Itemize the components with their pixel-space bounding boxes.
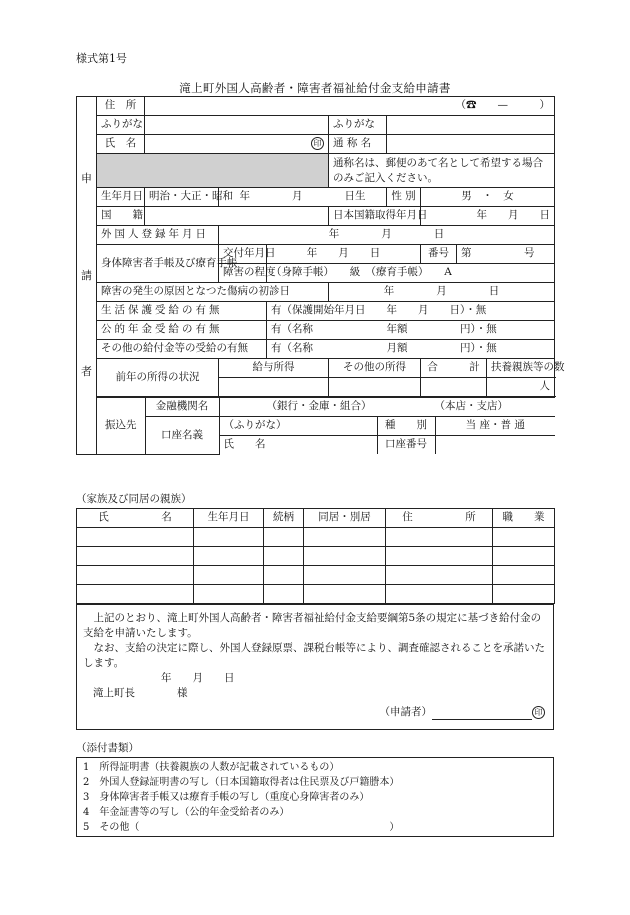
transfer-table	[97, 397, 555, 455]
income-header-total: 合 計	[421, 359, 487, 378]
family-caption: （家族及び同居の親族）	[76, 493, 192, 505]
sex-label: 性 別	[387, 188, 421, 207]
dependents-unit: 人	[539, 380, 550, 393]
degree-label: 障害の程度	[219, 264, 267, 283]
income-salary-field[interactable]	[219, 378, 329, 397]
bank-label: 金融機関名	[145, 398, 219, 417]
account-number-field[interactable]	[435, 436, 555, 455]
pension-label: 公的年金受給の有無	[97, 321, 267, 340]
attachment-item: 2 外国人登録証明書の写し（日本国籍取得者は住民票及び戸籍謄本）	[83, 777, 400, 788]
declaration-addressee: 滝上町長 様	[93, 687, 188, 699]
transfer-label: 振込先	[97, 398, 145, 455]
declaration-paragraph-2: なお、支給の決定に際し、外国人登録原票、課税台帳等により、調査確認されることを承諾いたします。	[83, 642, 545, 669]
furigana-field[interactable]	[145, 116, 329, 135]
onset-label: 障害の発生の原因となつた傷病の初診日	[97, 283, 329, 302]
alien-reg-date[interactable]: 年 月 日	[219, 226, 555, 245]
nationality-field[interactable]	[145, 207, 329, 226]
sex-options[interactable]: 男 ・ 女	[421, 188, 555, 207]
account-name-field[interactable]: 氏 名	[219, 436, 377, 455]
name-label: 氏 名	[97, 135, 145, 154]
grey-block	[97, 154, 329, 188]
common-name-field[interactable]	[387, 135, 555, 154]
attachment-item: 4 年金証書等の写し（公的年金受給者のみ）	[83, 807, 290, 818]
family-row	[77, 566, 555, 585]
declaration-box	[76, 604, 554, 730]
family-header-job: 職 業	[493, 509, 555, 528]
furigana-label: ふりがな	[97, 116, 145, 135]
family-header-birth: 生年月日	[194, 509, 264, 528]
account-name-label: 口座名義	[145, 417, 219, 455]
number-label: 番号	[421, 245, 457, 264]
attachment-item: 1 所得証明書（扶養親族の人数が記載されているもの）	[83, 762, 340, 773]
attachment-item: 3 身体障害者手帳又は療育手帳の写し（重度心身障害者のみ）	[83, 792, 370, 803]
issue-date-label: 交付年月日	[219, 245, 267, 264]
income-total-field[interactable]	[421, 378, 487, 397]
attachments-box	[76, 757, 554, 837]
onset-date[interactable]: 年 月 日	[329, 283, 555, 302]
seal-mark: 印	[311, 137, 324, 150]
birth-eras[interactable]: 明治・大正・昭和	[145, 188, 219, 207]
family-header-relation: 続柄	[264, 509, 304, 528]
income-other-field[interactable]	[329, 378, 421, 397]
income-header-salary: 給与所得	[219, 359, 329, 378]
nationality-label: 国 籍	[97, 207, 145, 226]
common-furigana-field[interactable]	[387, 116, 555, 135]
income-label: 前年の所得の状況	[97, 359, 219, 397]
furigana-label-2: ふりがな	[329, 116, 387, 135]
applicant-side-label: 申 請 者	[77, 97, 97, 455]
degree-field[interactable]: （身障手帳） 級 （療育手帳） A	[267, 264, 555, 283]
family-table	[76, 508, 555, 604]
applicant-signature-line[interactable]	[432, 707, 532, 720]
declaration-date[interactable]: 年 月 日	[161, 672, 235, 684]
naturalization-date[interactable]: 年 月 日	[421, 207, 555, 226]
birth-label: 生年月日	[97, 188, 145, 207]
signature-seal: 印	[532, 706, 545, 719]
common-name-note: 通称名は、郵便のあて名として希望する場合のみご記入ください。	[329, 154, 555, 188]
name-field[interactable]	[145, 135, 329, 154]
applicant-table	[76, 96, 565, 455]
account-type-field[interactable]: 当 座・普 通	[435, 417, 555, 436]
applicant-sign-label: （申請者）	[379, 706, 432, 718]
family-row	[77, 547, 555, 566]
income-dependents-field[interactable]	[487, 378, 555, 397]
declaration-paragraph-1: 上記のとおり、滝上町外国人高齢者・障害者福祉給付金支給要綱第5条の規定に基づき給付金の支給を申請いたします。	[83, 612, 542, 639]
disability-book-label: 身体障害者手帳及び療育手帳	[97, 245, 219, 283]
document-title: 滝上町外国人高齢者・障害者福祉給付金支給申請書	[179, 81, 451, 95]
account-furigana[interactable]: （ふりがな）	[219, 417, 377, 436]
welfare-field[interactable]: 有（保護開始年月日 年 月 日）・無	[267, 302, 555, 321]
account-number-label: 口座番号	[377, 436, 435, 455]
welfare-label: 生活保護受給の有無	[97, 302, 267, 321]
family-header-address: 住 所	[386, 509, 493, 528]
form-number: 様式第1号	[76, 52, 127, 65]
address-field[interactable]	[145, 97, 555, 116]
pension-field[interactable]: 有（名称 年額 円）・無	[267, 321, 555, 340]
common-name-label: 通 称 名	[329, 135, 387, 154]
attachments-caption: （添付書類）	[76, 742, 139, 754]
attachment-item[interactable]: 5 その他（ ）	[83, 822, 400, 833]
issue-date[interactable]: 年 月 日	[267, 245, 421, 264]
income-header-dependents: 扶養親族等の数	[487, 359, 555, 378]
income-header-other: その他の所得	[329, 359, 421, 378]
address-label: 住 所	[97, 97, 145, 116]
naturalization-label: 日本国籍取得年月日	[329, 207, 421, 226]
family-header-name: 氏 名	[77, 509, 194, 528]
phone-text: （☎ — ）	[455, 99, 550, 112]
birth-date[interactable]: 年 月 日生	[219, 188, 387, 207]
number-field[interactable]: 第 号	[457, 245, 555, 264]
family-header-cohabit: 同居・別居	[304, 509, 386, 528]
alien-reg-label: 外国人登録年月日	[97, 226, 219, 245]
family-row	[77, 528, 555, 547]
other-benefit-label: その他の給付金等の受給の有無	[97, 340, 267, 359]
account-type-label: 種 別	[377, 417, 435, 436]
bank-field[interactable]: （銀行・金庫・組合） （本店・支店）	[219, 398, 555, 417]
other-benefit-field[interactable]: 有（名称 月額 円）・無	[267, 340, 555, 359]
family-row	[77, 585, 555, 604]
